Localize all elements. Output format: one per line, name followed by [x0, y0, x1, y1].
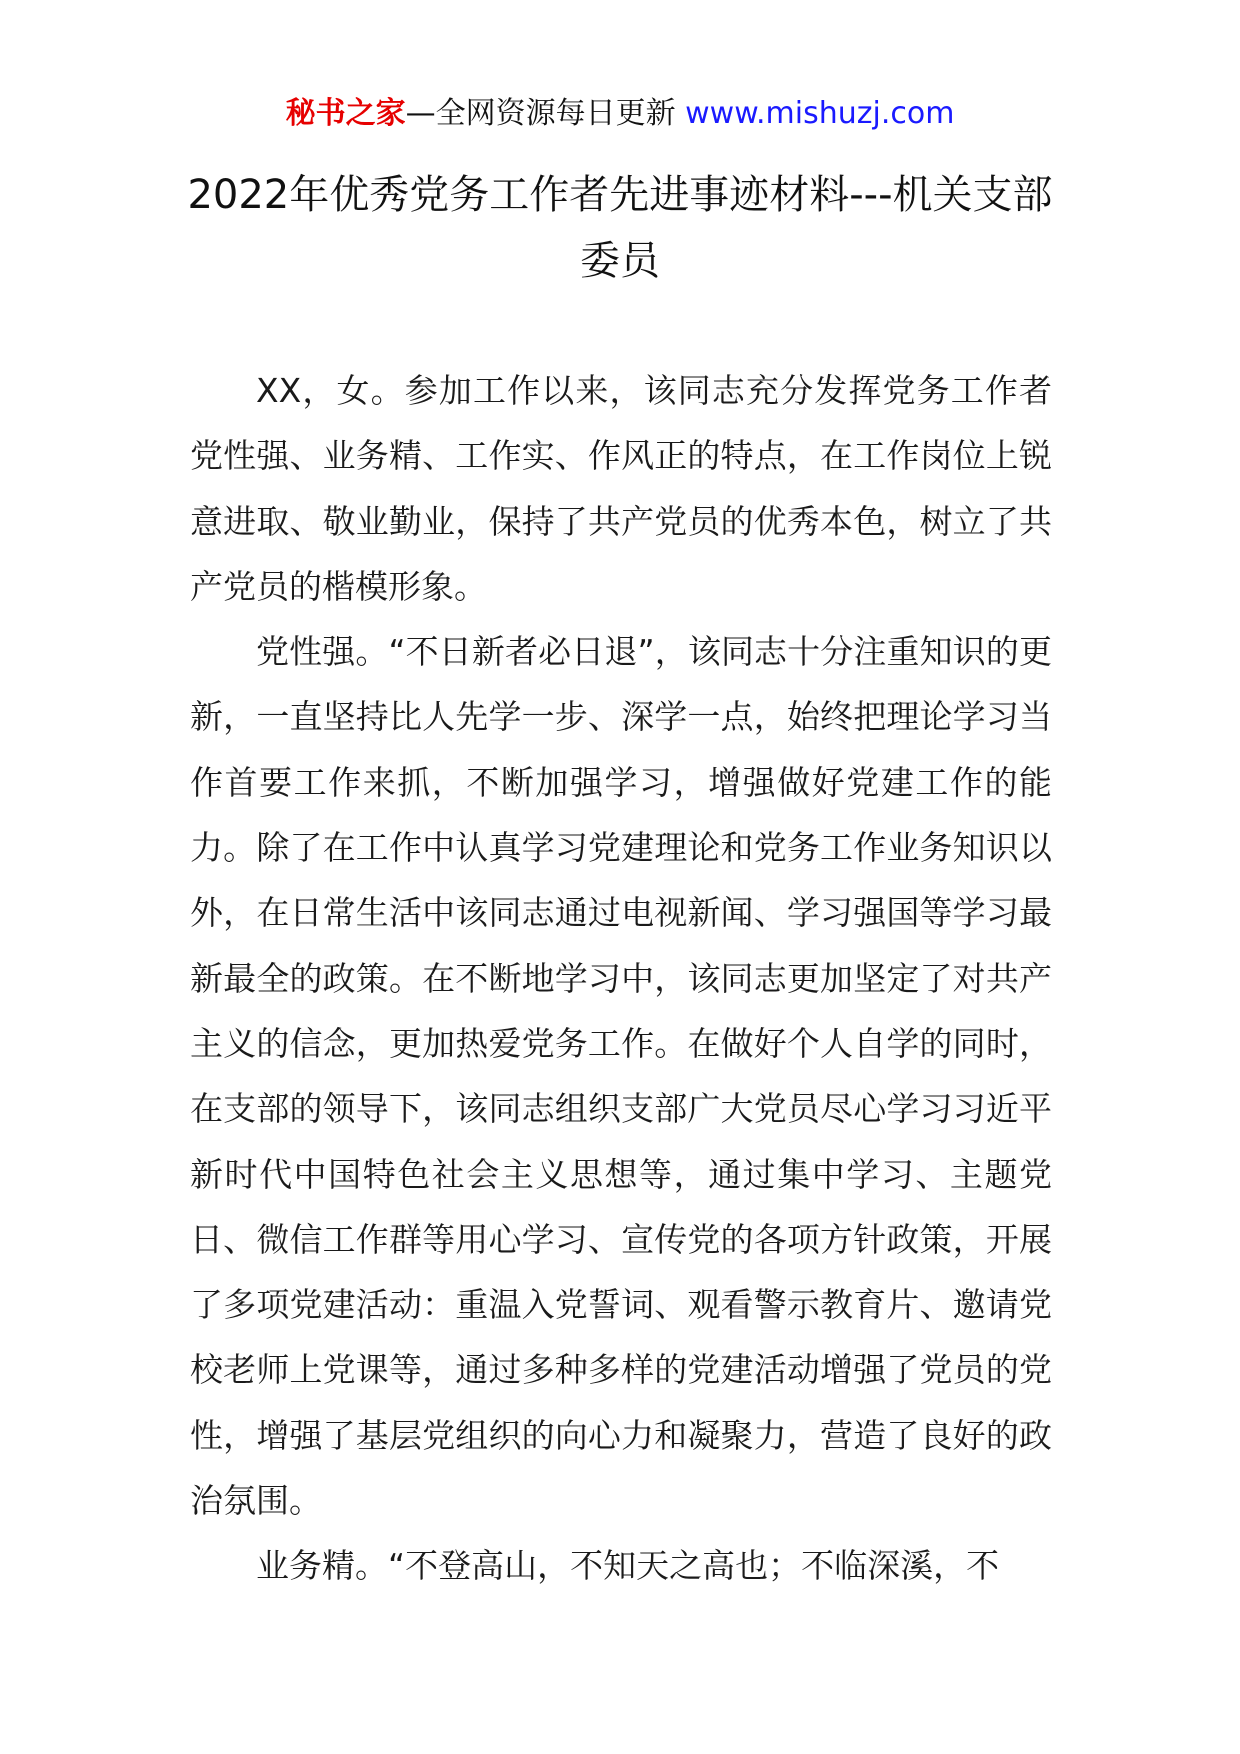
paragraph-professional: 业务精。“不登高山，不知天之高也；不临深溪，不 — [256, 1546, 1000, 1586]
document-body — [190, 358, 1052, 1599]
site-brand: 秘书之家 — [285, 96, 406, 131]
document-title: 2022年优秀党务工作者先进事迹材料---机关支部委员 — [187, 172, 1053, 284]
site-slogan: —全网资源每日更新 — [405, 96, 676, 131]
site-url-link[interactable]: www.mishuzj.com — [685, 96, 955, 131]
site-header — [0, 92, 1240, 136]
paragraph-party-spirit: 党性强。“不日新者必日退”，该同志十分注重知识的更新，一直坚持比人先学一步、深学一点，始终把理论学习当作首要工作来抓，不断加强学习，增强做好党建工作的能力。除了在工作中认真学习党建理论和党务工作业务知识以外，在日常生活中该同志通过电视新闻、学习强国等学习最新最全的政策。在不断地学习中，该同志更加坚定了对共产主义的信念，更加热爱党务工作。在做好个人自学的同时，在支部的领导下，该同志组织支部广大党员尽心学习习近平新时代中国特色社会主义思想等，通过集中学习、主题党日、微信工作群等用心学习、宣传党的各项方针政策，开展了多项党建活动：重温入党誓词、观看警示教育片、邀请党校老师上党课等，通过多种多样的党建活动增强了党员的党性，增强了基层党组织的向心力和凝聚力，营造了良好的政治氛围。 — [190, 632, 1052, 1521]
paragraph-intro: XX，女。参加工作以来，该同志充分发挥党务工作者党性强、业务精、工作实、作风正的特点，在工作岗位上锐意进取、敬业勤业，保持了共产党员的优秀本色，树立了共产党员的楷模形象。 — [190, 371, 1052, 606]
